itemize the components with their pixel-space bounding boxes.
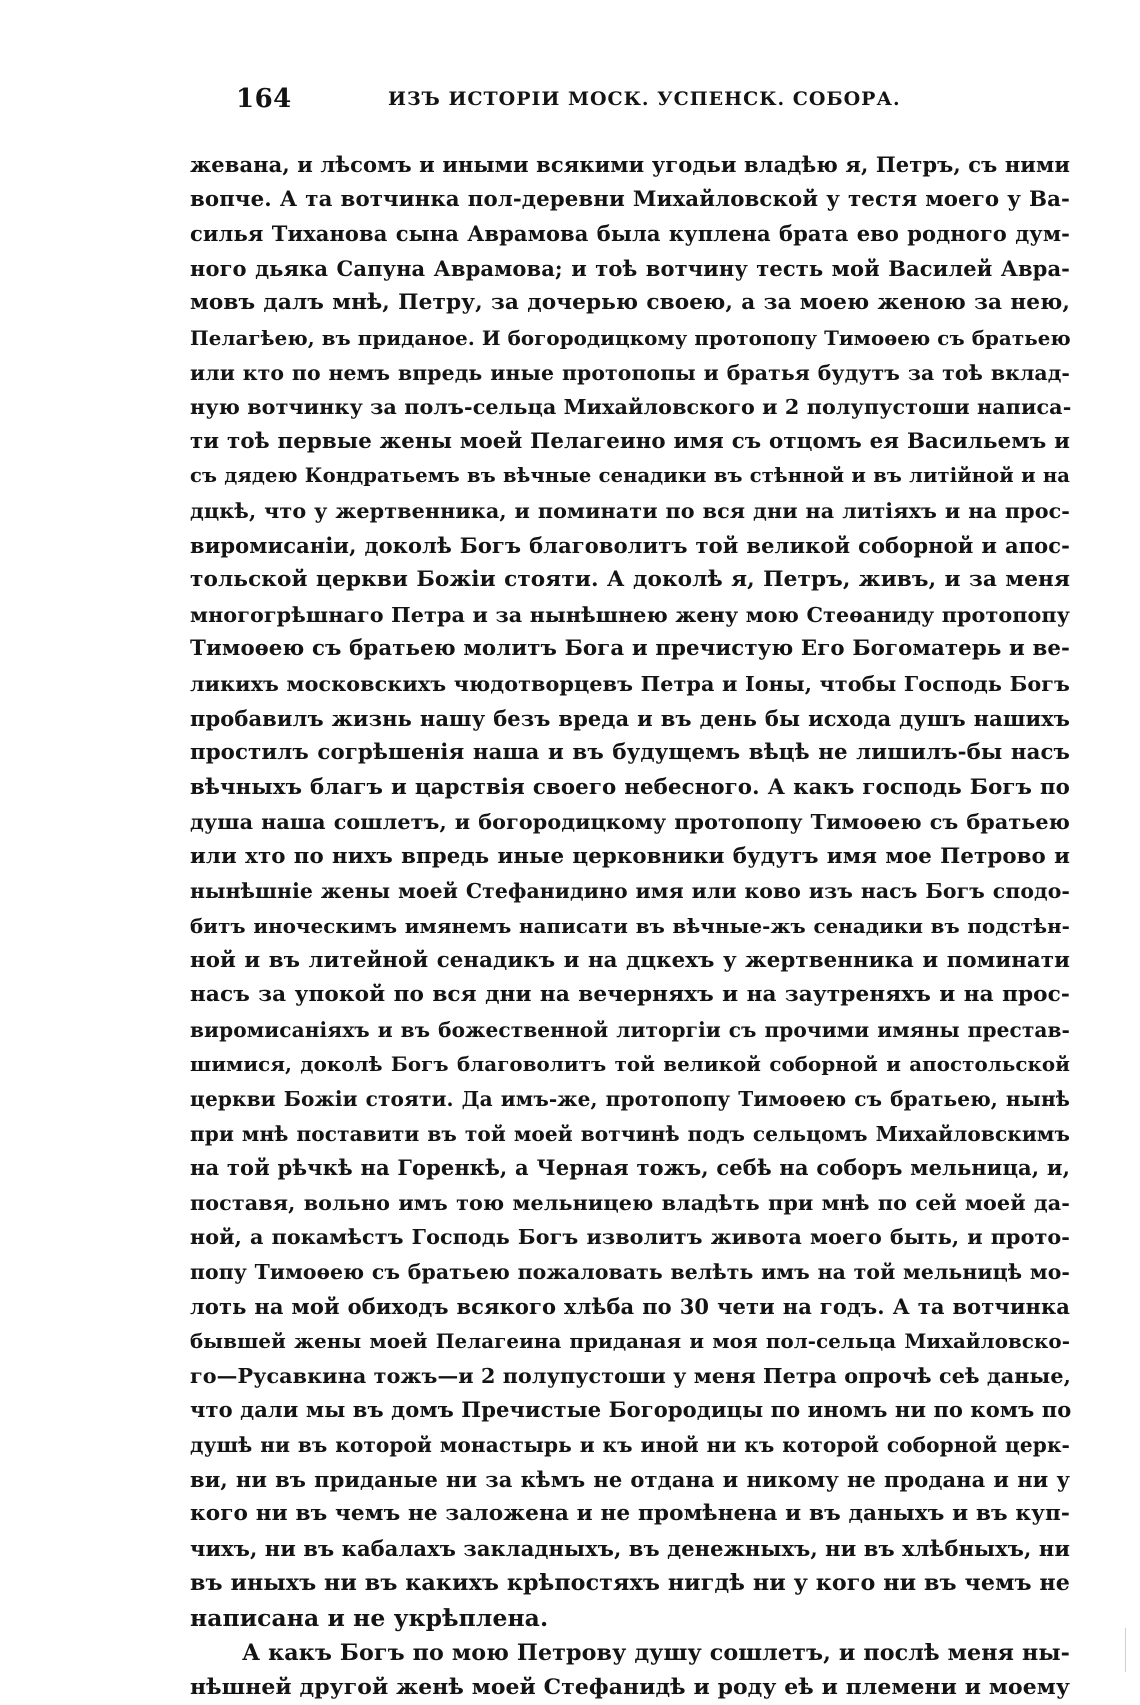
running-header <box>236 84 1076 120</box>
text-line: насъ за упокой по вся дни на вечерняхъ и на заутреняхъ и на прос- <box>190 982 1070 1008</box>
text-line: ную вотчинку за полъ-сельца Михайловского и 2 полупустоши написа- <box>190 395 1072 420</box>
text-line: вѣчныхъ благъ и царствія своего небесного. А какъ господь Богъ по <box>190 774 1070 800</box>
text-line: церкви Божіи стояти. Да имъ-же, протопопу Тимоѳею съ братьею, нынѣ <box>190 1087 1070 1112</box>
text-line: бывшей жены моей Пелагеина приданая и моя пол-сельца Михайловско- <box>190 1329 1070 1354</box>
text-line: ликихъ московскихъ чюдотворцевъ Петра и Іоны, чтобы Господь Богъ <box>190 671 1070 696</box>
text-line: простилъ согрѣшенія наша и въ будущемъ вѣцѣ не лишилъ-бы насъ <box>190 740 1070 766</box>
text-line: мовъ далъ мнѣ, Петру, за дочерью своею, а за моею женою за нею, <box>190 290 1070 316</box>
text-line: или хто по нихъ впредь иные церковники будутъ имя мое Петрово и <box>190 843 1070 869</box>
text-line: виромисаніи, доколѣ Богъ благоволитъ той великой соборной и апос- <box>190 532 1070 558</box>
text-line: вопче. А та вотчинка пол-деревни Михайловской у тестя моего у Ва- <box>190 186 1070 212</box>
text-line: что дали мы въ домъ Пречистые Богородицы по иномъ ни по комъ по <box>190 1397 1072 1423</box>
text-line: ной, а покамѣстъ Господь Богъ изволитъ живота моего быть, и прото- <box>190 1225 1070 1250</box>
text-line: ной и въ литейной сенадикъ и на дцкехъ у жертвенника и поминати <box>190 947 1070 973</box>
text-line: поставя, вольно имъ тою мельницею владѣть при мнѣ по сей моей да- <box>190 1190 1070 1215</box>
text-line: битъ иноческимъ имянемъ написати въ вѣчные-жъ сенадики въ подстѣн- <box>190 914 1070 939</box>
text-line: многогрѣшнаго Петра и за нынѣшнею жену мою Стеѳаниду протопопу <box>190 602 1070 627</box>
running-title: ИЗЪ ИСТОРІИ МОСК. УСПЕНСК. СОБОРА. <box>388 88 901 110</box>
text-line: жевана, и лѣсомъ и иными всякими угодьи владѣю я, Петръ, съ ними <box>190 152 1070 177</box>
text-line: ви, ни въ приданые ни за кѣмъ не отдана и никому не продана и ни у <box>190 1466 1070 1492</box>
text-line: виромисаніяхъ и въ божественной литоргіи съ прочими имяны престав- <box>190 1017 1070 1042</box>
text-line: го—Русавкина тожъ—и 2 полупустоши у меня Петра опрочѣ сеѣ даные, <box>190 1363 1071 1388</box>
text-line: попу Тимоѳею съ братьею пожаловать велѣть имъ на той мельницѣ мо- <box>190 1260 1070 1284</box>
text-line: ного дьяка Сапуна Аврамова; и тоѣ вотчину тесть мой Василей Авра- <box>190 255 1070 281</box>
paragraph-start-line: А какъ Богъ по мою Петрову душу сошлетъ, и послѣ меня ны- <box>242 1639 1070 1666</box>
text-line: дцкѣ, что у жертвенника, и поминати по вся дни на литіяхъ и на прос- <box>190 498 1070 523</box>
text-line: при мнѣ поставити въ той моей вотчинѣ подъ сельцомъ Михайловскимъ <box>190 1121 1070 1146</box>
body-text <box>190 148 1070 1705</box>
text-line: пробавилъ жизнь нашу безъ вреда и въ день бы исхода душъ нашихъ <box>190 705 1070 731</box>
text-line: шимися, доколѣ Богъ благоволитъ той великой соборной и апостольской <box>190 1052 1070 1077</box>
text-line: нынѣшніе жены моей Стефанидино имя или ково изъ насъ Богъ сподо- <box>190 879 1070 904</box>
text-line: съ дядею Кондратьемъ въ вѣчные сенадики въ стѣнной и въ литійной и на <box>190 464 1070 488</box>
scan-margin-mark <box>1125 1628 1126 1672</box>
text-line: Тимоѳею съ братьею молитъ Бога и пречистую Его Богоматерь и ве- <box>190 636 1070 662</box>
text-line: душа наша сошлетъ, и богородицкому протопопу Тимоѳею съ братьею <box>190 810 1070 835</box>
page-number: 164 <box>236 84 292 114</box>
text-line: лоть на мой обиходъ всякого хлѣба по 30 чети на годъ. А та вотчинка <box>190 1293 1070 1319</box>
text-line: тольской церкви Божіи стояти. А доколѣ я, Петръ, живъ, и за меня <box>190 567 1070 593</box>
text-line: кого ни въ чемъ не заложена и не промѣнена и въ даныхъ и въ куп- <box>190 1501 1070 1527</box>
text-line: силья Тиханова сына Аврамова была куплена брата ево родного дум- <box>190 221 1070 247</box>
text-line: въ иныхъ ни въ какихъ крѣпостяхъ нигдѣ ни у кого ни въ чемъ не <box>190 1570 1070 1597</box>
text-line: ти тоѣ первые жены моей Пелагеино имя съ отцомъ ея Васильемъ и <box>190 428 1070 454</box>
paragraph-end-line: написана и не укрѣплена. <box>190 1603 549 1632</box>
text-line: нѣшней другой женѣ моей Стефанидѣ и роду еѣ и племени и моему <box>190 1674 1070 1701</box>
text-line: чихъ, ни въ кабалахъ закладныхъ, въ денежныхъ, ни въ хлѣбныхъ, ни <box>190 1535 1070 1561</box>
text-line: на той рѣчкѣ на Горенкѣ, а Черная тожъ, себѣ на соборъ мельница, и, <box>190 1155 1070 1181</box>
text-line: Пелагѣею, въ приданое. И богородицкому протопопу Тимоѳею съ братьею <box>190 325 1071 350</box>
text-line: душѣ ни въ которой монастырь и къ иной ни къ которой соборной церк- <box>190 1432 1070 1457</box>
text-line: или кто по немъ впредь иные протопопы и братья будутъ за тоѣ вклад- <box>190 360 1070 385</box>
